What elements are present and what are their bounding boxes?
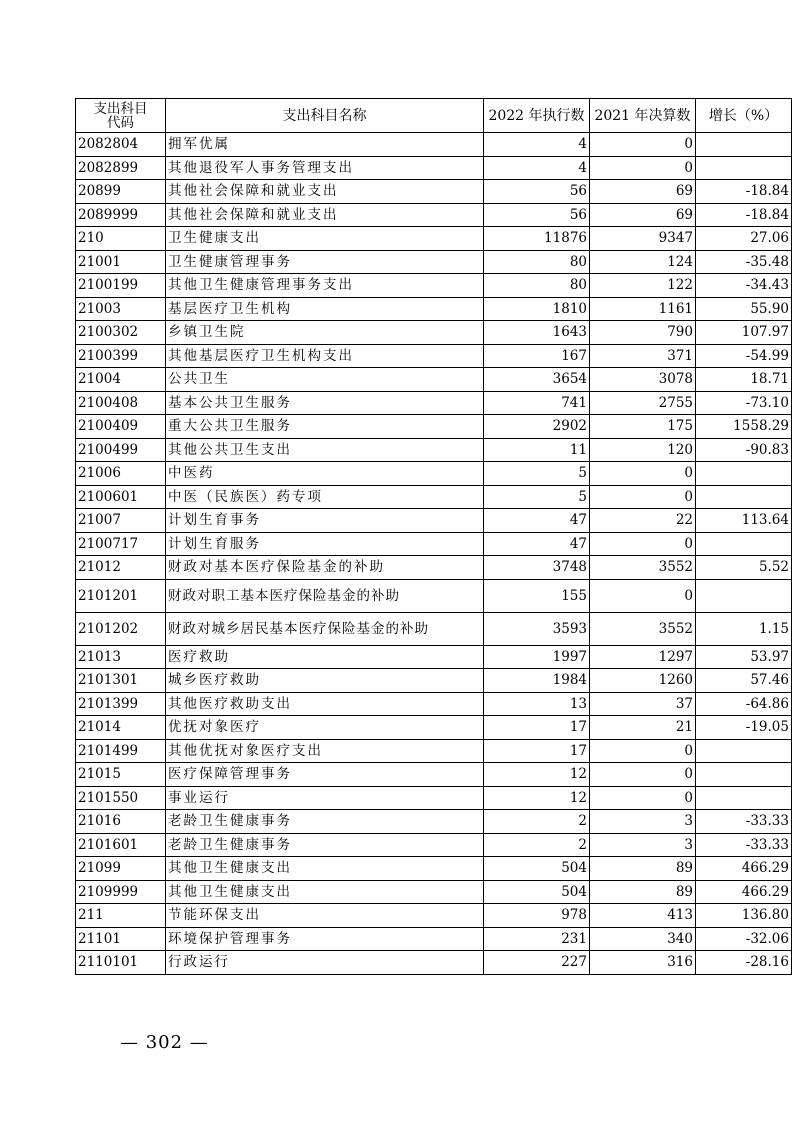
growth-cell: 466.29 bbox=[696, 857, 792, 881]
value-2022-cell: 1984 bbox=[484, 669, 590, 693]
table-row bbox=[76, 532, 792, 556]
code-cell: 2101399 bbox=[76, 692, 166, 716]
growth-cell: 113.64 bbox=[696, 509, 792, 533]
value-2022-cell: 80 bbox=[484, 250, 590, 274]
value-2021-cell: 0 bbox=[590, 462, 696, 486]
name-cell: 其他社会保障和就业支出 bbox=[166, 180, 484, 204]
growth-cell: 55.90 bbox=[696, 297, 792, 321]
table-row bbox=[76, 344, 792, 368]
growth-cell: -32.06 bbox=[696, 927, 792, 951]
name-cell: 拥军优属 bbox=[166, 133, 484, 157]
name-cell: 城乡医疗救助 bbox=[166, 669, 484, 693]
table-row bbox=[76, 810, 792, 834]
code-cell: 2082899 bbox=[76, 156, 166, 180]
table-row bbox=[76, 880, 792, 904]
value-2022-cell: 4 bbox=[484, 133, 590, 157]
growth-cell bbox=[696, 763, 792, 787]
code-cell: 21013 bbox=[76, 645, 166, 669]
value-2021-cell: 0 bbox=[590, 763, 696, 787]
value-2021-cell: 340 bbox=[590, 927, 696, 951]
growth-cell: 53.97 bbox=[696, 645, 792, 669]
table-row bbox=[76, 904, 792, 928]
name-cell: 中医药 bbox=[166, 462, 484, 486]
value-2021-cell: 1260 bbox=[590, 669, 696, 693]
code-cell: 21003 bbox=[76, 297, 166, 321]
name-cell: 节能环保支出 bbox=[166, 904, 484, 928]
code-cell: 2101201 bbox=[76, 579, 166, 612]
name-cell: 其他退役军人事务管理支出 bbox=[166, 156, 484, 180]
value-2022-cell: 167 bbox=[484, 344, 590, 368]
name-cell: 其他医疗救助支出 bbox=[166, 692, 484, 716]
table-row bbox=[76, 763, 792, 787]
growth-cell: -90.83 bbox=[696, 438, 792, 462]
name-cell: 其他优抚对象医疗支出 bbox=[166, 739, 484, 763]
value-2022-cell: 3593 bbox=[484, 612, 590, 645]
code-cell: 2100399 bbox=[76, 344, 166, 368]
value-2022-cell: 3654 bbox=[484, 368, 590, 392]
code-cell: 21012 bbox=[76, 556, 166, 580]
value-2021-cell: 0 bbox=[590, 786, 696, 810]
value-2021-cell: 0 bbox=[590, 156, 696, 180]
value-2021-cell: 0 bbox=[590, 133, 696, 157]
code-cell: 2089999 bbox=[76, 203, 166, 227]
table-row bbox=[76, 462, 792, 486]
growth-cell: -33.33 bbox=[696, 833, 792, 857]
code-cell: 2109999 bbox=[76, 880, 166, 904]
table-row bbox=[76, 274, 792, 298]
name-cell: 行政运行 bbox=[166, 951, 484, 975]
header-code: 支出科目 代码 bbox=[76, 99, 166, 133]
value-2021-cell: 3078 bbox=[590, 368, 696, 392]
value-2022-cell: 1810 bbox=[484, 297, 590, 321]
code-cell: 21004 bbox=[76, 368, 166, 392]
name-cell: 老龄卫生健康事务 bbox=[166, 810, 484, 834]
value-2022-cell: 47 bbox=[484, 509, 590, 533]
value-2022-cell: 47 bbox=[484, 532, 590, 556]
code-cell: 21001 bbox=[76, 250, 166, 274]
value-2022-cell: 2902 bbox=[484, 415, 590, 439]
value-2021-cell: 0 bbox=[590, 739, 696, 763]
growth-cell: 1.15 bbox=[696, 612, 792, 645]
name-cell: 医疗保障管理事务 bbox=[166, 763, 484, 787]
table-row bbox=[76, 645, 792, 669]
table-row bbox=[76, 509, 792, 533]
growth-cell: -18.84 bbox=[696, 180, 792, 204]
value-2021-cell: 2755 bbox=[590, 391, 696, 415]
value-2021-cell: 21 bbox=[590, 716, 696, 740]
table-row bbox=[76, 227, 792, 251]
value-2022-cell: 17 bbox=[484, 739, 590, 763]
name-cell: 基本公共卫生服务 bbox=[166, 391, 484, 415]
growth-cell: -54.99 bbox=[696, 344, 792, 368]
value-2021-cell: 413 bbox=[590, 904, 696, 928]
growth-cell bbox=[696, 532, 792, 556]
growth-cell: -73.10 bbox=[696, 391, 792, 415]
code-cell: 21007 bbox=[76, 509, 166, 533]
growth-cell: 5.52 bbox=[696, 556, 792, 580]
name-cell: 环境保护管理事务 bbox=[166, 927, 484, 951]
table-row bbox=[76, 180, 792, 204]
table-body bbox=[76, 133, 792, 975]
table-row bbox=[76, 133, 792, 157]
name-cell: 卫生健康支出 bbox=[166, 227, 484, 251]
value-2022-cell: 2 bbox=[484, 833, 590, 857]
value-2021-cell: 0 bbox=[590, 532, 696, 556]
code-cell: 2100409 bbox=[76, 415, 166, 439]
name-cell: 重大公共卫生服务 bbox=[166, 415, 484, 439]
value-2021-cell: 316 bbox=[590, 951, 696, 975]
code-cell: 2101301 bbox=[76, 669, 166, 693]
value-2022-cell: 155 bbox=[484, 579, 590, 612]
table-row bbox=[76, 368, 792, 392]
growth-cell: -28.16 bbox=[696, 951, 792, 975]
name-cell: 老龄卫生健康事务 bbox=[166, 833, 484, 857]
value-2022-cell: 1643 bbox=[484, 321, 590, 345]
value-2021-cell: 9347 bbox=[590, 227, 696, 251]
growth-cell: 1558.29 bbox=[696, 415, 792, 439]
value-2022-cell: 741 bbox=[484, 391, 590, 415]
value-2021-cell: 3552 bbox=[590, 556, 696, 580]
code-cell: 2100499 bbox=[76, 438, 166, 462]
growth-cell bbox=[696, 786, 792, 810]
table-row bbox=[76, 739, 792, 763]
name-cell: 优抚对象医疗 bbox=[166, 716, 484, 740]
value-2021-cell: 3 bbox=[590, 833, 696, 857]
code-cell: 21014 bbox=[76, 716, 166, 740]
value-2022-cell: 17 bbox=[484, 716, 590, 740]
value-2022-cell: 11 bbox=[484, 438, 590, 462]
table-row bbox=[76, 415, 792, 439]
table-row bbox=[76, 156, 792, 180]
code-cell: 211 bbox=[76, 904, 166, 928]
code-cell: 2100408 bbox=[76, 391, 166, 415]
code-cell: 2100199 bbox=[76, 274, 166, 298]
growth-cell: 136.80 bbox=[696, 904, 792, 928]
code-cell: 2101499 bbox=[76, 739, 166, 763]
name-cell: 基层医疗卫生机构 bbox=[166, 297, 484, 321]
growth-cell bbox=[696, 739, 792, 763]
code-cell: 2101202 bbox=[76, 612, 166, 645]
value-2021-cell: 124 bbox=[590, 250, 696, 274]
table-row bbox=[76, 612, 792, 645]
name-cell: 计划生育服务 bbox=[166, 532, 484, 556]
value-2022-cell: 13 bbox=[484, 692, 590, 716]
name-cell: 公共卫生 bbox=[166, 368, 484, 392]
value-2021-cell: 120 bbox=[590, 438, 696, 462]
name-cell: 其他基层医疗卫生机构支出 bbox=[166, 344, 484, 368]
name-cell: 计划生育事务 bbox=[166, 509, 484, 533]
table-row bbox=[76, 250, 792, 274]
value-2022-cell: 80 bbox=[484, 274, 590, 298]
header-name: 支出科目名称 bbox=[166, 99, 484, 133]
code-cell: 20899 bbox=[76, 180, 166, 204]
value-2021-cell: 371 bbox=[590, 344, 696, 368]
header-2022: 2022 年执行数 bbox=[484, 99, 590, 133]
table-header-row bbox=[76, 99, 792, 133]
code-cell: 2110101 bbox=[76, 951, 166, 975]
value-2022-cell: 978 bbox=[484, 904, 590, 928]
growth-cell bbox=[696, 462, 792, 486]
code-cell: 2101601 bbox=[76, 833, 166, 857]
growth-cell: 107.97 bbox=[696, 321, 792, 345]
value-2022-cell: 504 bbox=[484, 880, 590, 904]
growth-cell bbox=[696, 579, 792, 612]
table-row bbox=[76, 857, 792, 881]
value-2022-cell: 4 bbox=[484, 156, 590, 180]
page-number: — 302 — bbox=[120, 1032, 209, 1053]
growth-cell: 466.29 bbox=[696, 880, 792, 904]
name-cell: 财政对城乡居民基本医疗保险基金的补助 bbox=[166, 612, 484, 645]
code-cell: 21015 bbox=[76, 763, 166, 787]
code-cell: 21099 bbox=[76, 857, 166, 881]
value-2021-cell: 3 bbox=[590, 810, 696, 834]
value-2022-cell: 3748 bbox=[484, 556, 590, 580]
growth-cell: 57.46 bbox=[696, 669, 792, 693]
growth-cell: -35.48 bbox=[696, 250, 792, 274]
value-2022-cell: 12 bbox=[484, 763, 590, 787]
value-2022-cell: 2 bbox=[484, 810, 590, 834]
value-2022-cell: 1997 bbox=[484, 645, 590, 669]
name-cell: 医疗救助 bbox=[166, 645, 484, 669]
value-2021-cell: 0 bbox=[590, 485, 696, 509]
table-row bbox=[76, 203, 792, 227]
value-2021-cell: 69 bbox=[590, 203, 696, 227]
value-2021-cell: 0 bbox=[590, 579, 696, 612]
value-2022-cell: 56 bbox=[484, 203, 590, 227]
value-2021-cell: 175 bbox=[590, 415, 696, 439]
growth-cell: -64.86 bbox=[696, 692, 792, 716]
growth-cell: -33.33 bbox=[696, 810, 792, 834]
table-row bbox=[76, 786, 792, 810]
name-cell: 其他公共卫生支出 bbox=[166, 438, 484, 462]
code-cell: 2101550 bbox=[76, 786, 166, 810]
table-row bbox=[76, 669, 792, 693]
value-2021-cell: 122 bbox=[590, 274, 696, 298]
value-2021-cell: 22 bbox=[590, 509, 696, 533]
value-2021-cell: 3552 bbox=[590, 612, 696, 645]
growth-cell: 18.71 bbox=[696, 368, 792, 392]
code-cell: 21101 bbox=[76, 927, 166, 951]
value-2022-cell: 11876 bbox=[484, 227, 590, 251]
budget-expenditure-table bbox=[75, 98, 792, 975]
code-cell: 21016 bbox=[76, 810, 166, 834]
table-row bbox=[76, 927, 792, 951]
name-cell: 卫生健康管理事务 bbox=[166, 250, 484, 274]
name-cell: 中医（民族医）药专项 bbox=[166, 485, 484, 509]
value-2022-cell: 12 bbox=[484, 786, 590, 810]
table-row bbox=[76, 297, 792, 321]
header-2021: 2021 年决算数 bbox=[590, 99, 696, 133]
table-row bbox=[76, 579, 792, 612]
code-cell: 21006 bbox=[76, 462, 166, 486]
name-cell: 乡镇卫生院 bbox=[166, 321, 484, 345]
table-row bbox=[76, 485, 792, 509]
name-cell: 其他卫生健康支出 bbox=[166, 857, 484, 881]
value-2021-cell: 1297 bbox=[590, 645, 696, 669]
name-cell: 财政对职工基本医疗保险基金的补助 bbox=[166, 579, 484, 612]
code-cell: 2100601 bbox=[76, 485, 166, 509]
growth-cell: -18.84 bbox=[696, 203, 792, 227]
code-cell: 2100717 bbox=[76, 532, 166, 556]
value-2022-cell: 504 bbox=[484, 857, 590, 881]
value-2021-cell: 69 bbox=[590, 180, 696, 204]
table-row bbox=[76, 833, 792, 857]
table-row bbox=[76, 951, 792, 975]
name-cell: 其他卫生健康管理事务支出 bbox=[166, 274, 484, 298]
value-2022-cell: 5 bbox=[484, 485, 590, 509]
value-2022-cell: 56 bbox=[484, 180, 590, 204]
table-row bbox=[76, 716, 792, 740]
growth-cell bbox=[696, 156, 792, 180]
name-cell: 其他社会保障和就业支出 bbox=[166, 203, 484, 227]
growth-cell bbox=[696, 485, 792, 509]
value-2022-cell: 231 bbox=[484, 927, 590, 951]
code-cell: 2100302 bbox=[76, 321, 166, 345]
value-2022-cell: 227 bbox=[484, 951, 590, 975]
table-row bbox=[76, 391, 792, 415]
name-cell: 其他卫生健康支出 bbox=[166, 880, 484, 904]
value-2021-cell: 790 bbox=[590, 321, 696, 345]
table-row bbox=[76, 556, 792, 580]
table-row bbox=[76, 692, 792, 716]
code-cell: 210 bbox=[76, 227, 166, 251]
name-cell: 事业运行 bbox=[166, 786, 484, 810]
table-row bbox=[76, 438, 792, 462]
value-2021-cell: 1161 bbox=[590, 297, 696, 321]
code-cell: 2082804 bbox=[76, 133, 166, 157]
value-2021-cell: 89 bbox=[590, 880, 696, 904]
header-growth: 增长（%） bbox=[696, 99, 792, 133]
growth-cell: -34.43 bbox=[696, 274, 792, 298]
name-cell: 财政对基本医疗保险基金的补助 bbox=[166, 556, 484, 580]
growth-cell: 27.06 bbox=[696, 227, 792, 251]
value-2021-cell: 37 bbox=[590, 692, 696, 716]
growth-cell: -19.05 bbox=[696, 716, 792, 740]
value-2021-cell: 89 bbox=[590, 857, 696, 881]
table-row bbox=[76, 321, 792, 345]
value-2022-cell: 5 bbox=[484, 462, 590, 486]
growth-cell bbox=[696, 133, 792, 157]
